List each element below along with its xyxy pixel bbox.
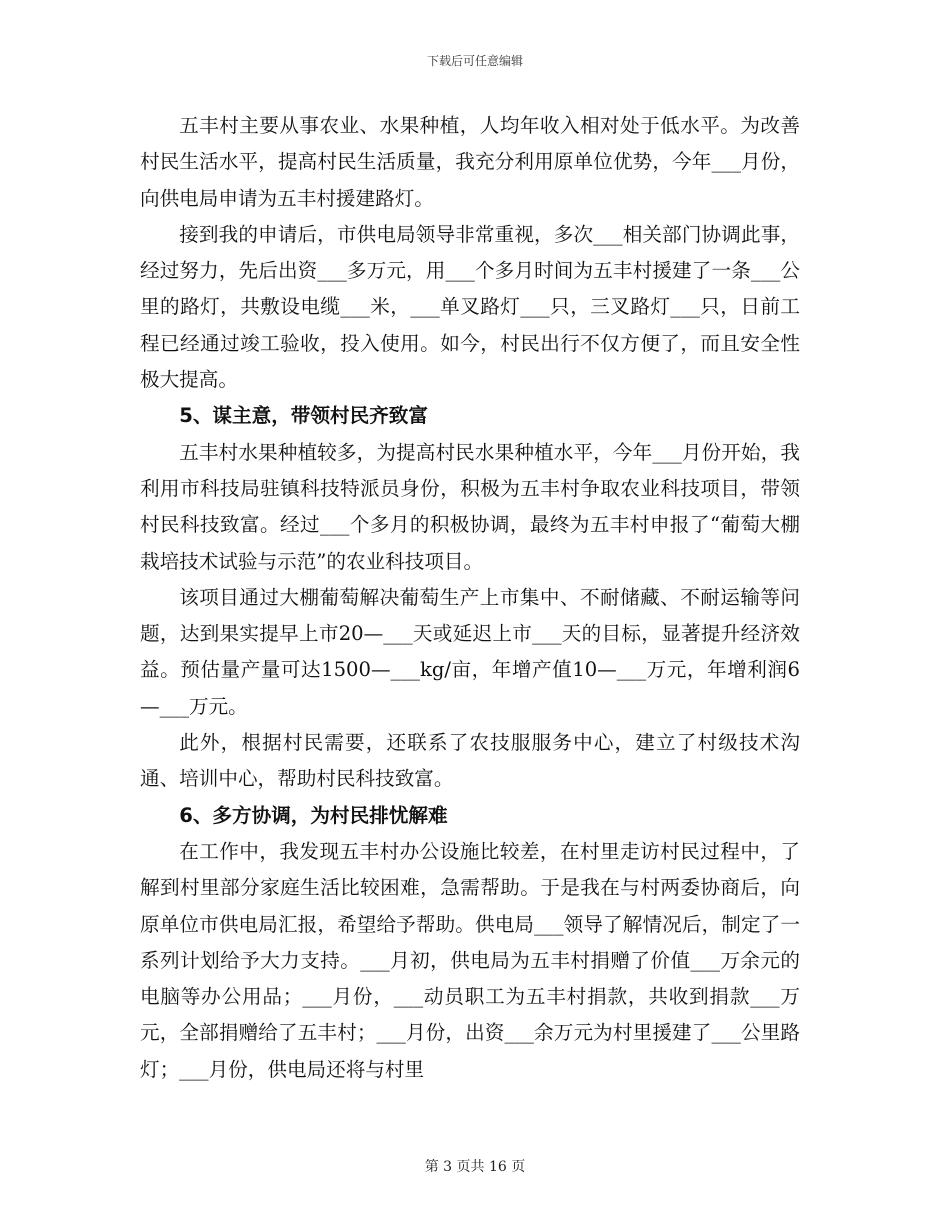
paragraph-training-center: 此外，根据村民需要，还联系了农技服服务中心，建立了村级技术沟通、培训中心，帮助村民科技致富。 — [140, 731, 800, 791]
section-heading-6: 6、多方协调，为村民排忧解难 — [179, 803, 448, 827]
paragraph-intro: 五丰村主要从事农业、水果种植，人均年收入相对处于低水平。为改善村民生活水平，提高村民生活质量，我充分利用原单位优势，今年___月份，向供电局申请为五丰村援建路灯。 — [140, 114, 800, 210]
page-header: 下载后可任意编辑 — [426, 54, 523, 68]
paragraph-coordination: 在工作中，我发现五丰村办公设施比较差，在村里走访村民过程中，了解到村里部分家庭生活比较困难，急需帮助。于是我在与村两委协商后，向原单位市供电局汇报，希望给予帮助。供电局___领导了解情况后，制定了一系列计划给予大力支持。___月初，供电局为五丰村捐赠了价值___万余元的电脑等办公用品；___月份，___动员职工为五丰村捐款，共收到捐款___万元，全部捐赠给了五丰村；___月份，出资___余万元为村里援建了___公里路灯；___月份，供电局还将与村里 — [140, 839, 800, 1081]
paragraph-streetlights: 接到我的申请后，市供电局领导非常重视，多次___相关部门协调此事，经过努力，先后出资___多万元，用___个多月时间为五丰村援建了一条___公里的路灯，共敷设电缆___米，___单叉路灯___只，三叉路灯___只，日前工程已经通过竣工验收，投入使用。如今，村民出行不仅方便了，而且安全性极大提高。 — [140, 222, 800, 392]
paragraph-grape-project: 该项目通过大棚葡萄解决葡萄生产上市集中、不耐储藏、不耐运输等问题，达到果实提早上市20—___天或延迟上市___天的目标，显著提升经济效益。预估量产量可达1500—___kg/亩，年增产值10—___万元，年增利润6—___万元。 — [140, 585, 800, 718]
page-footer: 第 3 页共 16 页 — [424, 1159, 526, 1175]
paragraph-tech-project: 五丰村水果种植较多，为提高村民水果种植水平，今年___月份开始，我利用市科技局驻镇科技特派员身份，积极为五丰村争取农业科技项目，带领村民科技致富。经过___个多月的积极协调，最终为五丰村申报了“葡萄大棚栽培技术试验与示范”的农业科技项目。 — [140, 440, 800, 573]
document-body — [140, 108, 800, 1088]
section-heading-5: 5、谋主意，带领村民齐致富 — [179, 404, 428, 428]
